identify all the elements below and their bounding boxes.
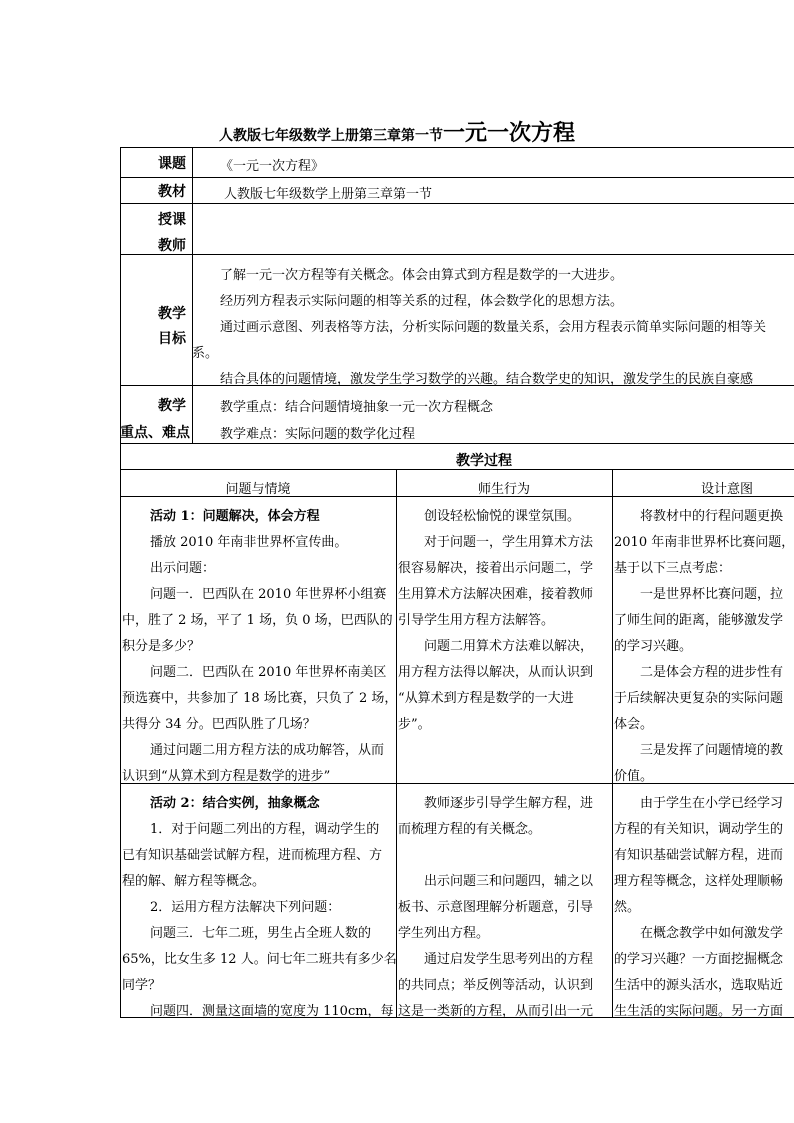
act1-col3-line: 体会。 bbox=[614, 717, 654, 732]
act1-col2-line: 生用算术方法解决困难，接着教师 bbox=[398, 587, 594, 602]
key-point: 教学重点：结合问题情境抽象一元一次方程概念 bbox=[220, 400, 494, 415]
act1-col3-line: 将教材中的行程问题更换 bbox=[640, 509, 784, 524]
act2-col1-line: 65%，比女生多 12 人。问七年二班共有多少名 bbox=[122, 952, 397, 967]
act1-col1-line: 预选赛中，共参加了 18 场比赛，只负了 2 场， bbox=[122, 691, 398, 706]
act2-col1-line: 程的解、解方程等概念。 bbox=[122, 874, 266, 889]
act2-col2-line: 学生列出方程。 bbox=[398, 926, 490, 941]
keypoints-label-1: 教学 bbox=[158, 398, 186, 414]
act1-col2-line: 很容易解决，接着出示问题二，学 bbox=[398, 561, 594, 576]
act1-col1-line: 中，胜了 2 场，平了 1 场，负 0 场，巴西队的 bbox=[122, 613, 393, 628]
act2-col2-line: 教师逐步引导学生解方程，进 bbox=[424, 796, 594, 811]
act2-col2-line: 的共同点；举反例等活动，认识到 bbox=[398, 978, 594, 993]
goal-line: 通过画示意图、列表格等方法，分析实际问题的数量关系，会用方程表示简单实际问题的相等关 bbox=[220, 320, 767, 335]
act1-col1-line: 问题一．巴西队在 2010 年世界杯小组赛 bbox=[150, 587, 387, 602]
act2-heading: 活动 2：结合实例，抽象概念 bbox=[150, 796, 320, 811]
material-value: 人教版七年级数学上册第三章第一节 bbox=[224, 187, 433, 202]
act1-col3-line: 了师生间的距离，能够激发学 bbox=[614, 613, 784, 628]
act1-col2-line: 对于问题一，学生用算术方法 bbox=[424, 535, 594, 550]
act2-col2-line: 通过启发学生思考列出的方程 bbox=[424, 952, 594, 967]
act2-col3-line: 理方程等概念，这样处理顺畅 bbox=[614, 874, 784, 889]
act1-col3-line: 的学习兴趣。 bbox=[614, 639, 693, 654]
act2-col1-line: 已有知识基础尝试解方程，进而梳理方程、方 bbox=[122, 848, 383, 863]
act2-col3-line: 生活中的源头活水，选取贴近 bbox=[614, 978, 784, 993]
goal-line: 系。 bbox=[192, 346, 219, 361]
act1-heading: 活动 1：问题解决，体会方程 bbox=[150, 509, 320, 524]
lesson-table bbox=[120, 147, 794, 1018]
col3-header: 设计意图 bbox=[700, 482, 753, 497]
act1-col2-line: 创设轻松愉悦的课堂氛围。 bbox=[424, 509, 581, 524]
act2-col3-line: 有知识基础尝试解方程，进而 bbox=[614, 848, 784, 863]
act1-col3-line: 价值。 bbox=[614, 769, 654, 784]
act1-col3-line: 一是世界杯比赛问题，拉 bbox=[640, 587, 784, 602]
act1-col1-line: 问题二．巴西队在 2010 年世界杯南美区 bbox=[150, 665, 387, 680]
material-label: 教材 bbox=[158, 184, 186, 200]
act2-col2-line: 而梳理方程的有关概念。 bbox=[398, 822, 542, 837]
act1-col2-line: 问题二用算术方法难以解决， bbox=[424, 639, 594, 654]
act2-col2-line: 这是一类新的方程，从而引出一元 bbox=[398, 1004, 594, 1019]
topic-label: 课题 bbox=[158, 156, 186, 172]
teacher-label-2: 教师 bbox=[158, 238, 186, 254]
act1-col2-line: 引导学生用方程方法解答。 bbox=[398, 613, 555, 628]
act1-col3-line: 于后续解决更复杂的实际问题 bbox=[614, 691, 784, 706]
act2-col1-line: 同学？ bbox=[122, 978, 162, 993]
act1-col1-line: 出示问题： bbox=[150, 561, 216, 576]
title-subtitle: 人教版七年级数学上册第三章第一节 bbox=[218, 128, 443, 144]
act2-col3-line: 生生活的实际问题。另一方面 bbox=[614, 1004, 784, 1019]
act1-col1-line: 认识到“从算术到方程是数学的进步” bbox=[122, 769, 331, 784]
act1-col1-line: 积分是多少？ bbox=[122, 639, 201, 654]
act1-col1-line: 共得分 34 分。巴西队胜了几场？ bbox=[122, 717, 316, 732]
act1-col3-line: 三是发挥了问题情境的教 bbox=[640, 743, 784, 758]
act1-col3-line: 二是体会方程的进步性有 bbox=[640, 665, 784, 680]
act2-col3-line: 方程的有关知识，调动学生的 bbox=[614, 822, 784, 837]
topic-value: 《一元一次方程》 bbox=[220, 159, 325, 174]
teacher-label-1: 授课 bbox=[158, 212, 186, 228]
process-title: 教学过程 bbox=[456, 453, 512, 469]
document-title bbox=[0, 116, 794, 147]
goals-label-1: 教学 bbox=[158, 306, 186, 322]
col1-header: 问题与情境 bbox=[225, 482, 291, 497]
act2-col1-line: 2．运用方程方法解决下列问题： bbox=[150, 900, 341, 915]
act1-col3-line: 2010 年南非世界杯比赛问题， bbox=[614, 535, 794, 550]
act1-col1-line: 播放 2010 年南非世界杯宣传曲。 bbox=[150, 535, 348, 550]
goals-label-2: 目标 bbox=[158, 331, 186, 347]
act2-col3-line: 在概念教学中如何激发学 bbox=[640, 926, 784, 941]
act2-col3-line: 的学习兴趣？一方面挖掘概念 bbox=[614, 952, 784, 967]
col2-header: 师生行为 bbox=[477, 482, 530, 497]
act2-col3-line: 由于学生在小学已经学习 bbox=[640, 796, 784, 811]
goal-line: 结合具体的问题情境，激发学生学习数学的兴趣。结合数学史的知识，激发学生的民族自豪感 bbox=[220, 372, 754, 387]
act1-col2-line: 步”。 bbox=[398, 717, 431, 732]
act1-col3-line: 基于以下三点考虑： bbox=[614, 561, 732, 576]
act1-col1-line: 通过问题二用方程方法的成功解答，从而 bbox=[150, 743, 385, 758]
title-main: 一元一次方程 bbox=[442, 121, 575, 146]
act1-col2-line: “从算术到方程是数学的一大进 bbox=[398, 691, 574, 706]
act2-col1-line: 1．对于问题二列出的方程，调动学生的 bbox=[150, 822, 380, 837]
act2-col1-line: 问题四．测量这面墙的宽度为 110cm，每 bbox=[150, 1004, 394, 1019]
act2-col2-line: 板书、示意图理解分析题意，引导 bbox=[398, 900, 594, 915]
act2-col1-line: 问题三．七年二班，男生占全班人数的 bbox=[150, 926, 372, 941]
keypoints-label-2: 重点、难点 bbox=[120, 425, 190, 441]
act2-col3-line: 然。 bbox=[614, 900, 641, 915]
goal-line: 经历列方程表示实际问题的相等关系的过程，体会数学化的思想方法。 bbox=[220, 294, 624, 309]
act2-col2-line: 出示问题三和问题四，辅之以 bbox=[424, 874, 594, 889]
act1-col2-line: 用方程方法得以解决，从而认识到 bbox=[398, 665, 594, 680]
goal-line: 了解一元一次方程等有关概念。体会由算式到方程是数学的一大进步。 bbox=[220, 268, 624, 283]
difficult-point: 教学难点：实际问题的数学化过程 bbox=[220, 427, 416, 442]
